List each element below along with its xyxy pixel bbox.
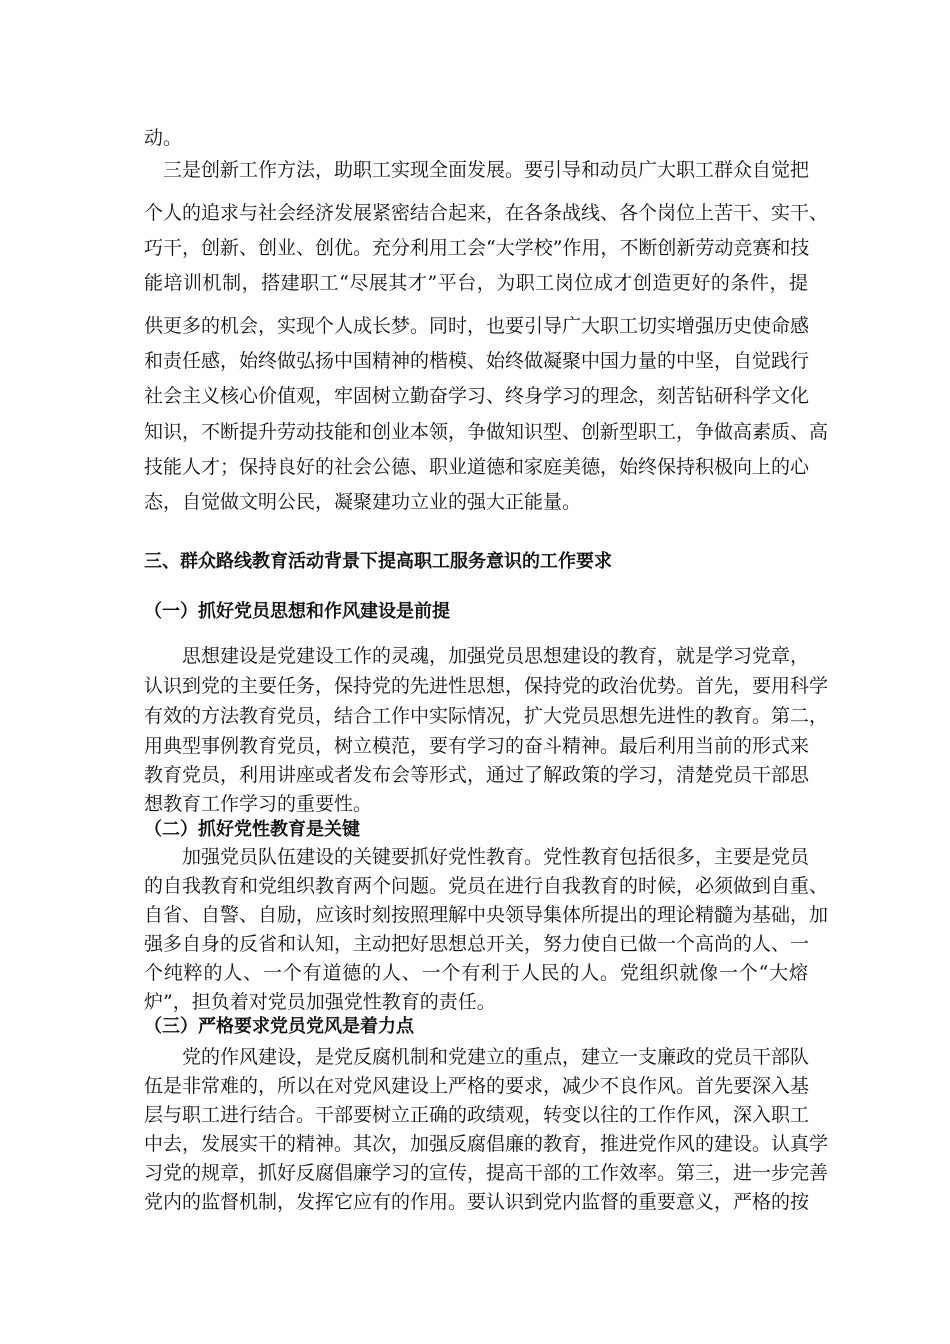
paragraph-line: 三是创新工作方法，助职工实现全面发展。要引导和动员广大职工群众自觉把 — [163, 159, 810, 181]
paragraph-line: 层与职工进行结合。干部要树立正确的政绩观，转变以往的工作作风，深入职工 — [144, 1104, 810, 1126]
paragraph-line: 认识到党的主要任务，保持党的先进性思想，保持党的政治优势。首先，要用科学 — [144, 675, 829, 697]
paragraph-line: 用典型事例教育党员，树立模范，要有学习的奋斗精神。最后利用当前的形式来 — [144, 735, 810, 757]
paragraph-line: 个纯粹的人、一个有道德的人、一个有利于人民的人。党组织就像一个“大熔 — [144, 962, 808, 984]
paragraph-line: 供更多的机会，实现个人成长梦。同时，也要引导广大职工切实增强历史使命感 — [144, 315, 810, 337]
paragraph-line: 教育党员，利用讲座或者发布会等形式，通过了解政策的学习，清楚党员干部思 — [144, 764, 810, 786]
paragraph-line: 和责任感，始终做弘扬中国精神的楷模、始终做凝聚中国力量的中坚，自觉践行 — [144, 350, 810, 372]
paragraph-line: 党内的监督机制，发挥它应有的作用。要认识到党内监督的重要意义，严格的按 — [144, 1191, 810, 1213]
paragraph-line: 中去，发展实干的精神。其次，加强反腐倡廉的教育，推进党作风的建设。认真学 — [144, 1133, 829, 1155]
paragraph-line: 党的作风建设，是党反腐机制和党建立的重点，建立一支廉政的党员干部队 — [182, 1046, 810, 1068]
paragraph-line: 习党的规章，抓好反腐倡廉学习的宣传，提高干部的工作效率。第三，进一步完善 — [144, 1162, 829, 1184]
paragraph-line: 技能人才；保持良好的社会公德、职业道德和家庭美德，始终保持积极向上的心 — [144, 456, 810, 478]
paragraph-line: 伍是非常难的，所以在对党风建设上严格的要求，减少不良作风。首先要深入基 — [144, 1075, 810, 1097]
subsection-heading: （一）抓好党员思想和作风建设是前提 — [144, 601, 450, 622]
paragraph-line: 动。 — [144, 127, 183, 149]
paragraph-line: 知识，不断提升劳动技能和创业本领，争做知识型、创新型职工，争做高素质、高 — [144, 421, 829, 443]
subsection-heading: （三）严格要求党员党风是着力点 — [144, 1016, 414, 1037]
paragraph-line: 社会主义核心价值观，牢固树立勤奋学习、终身学习的理念，刻苦钻研科学文化 — [144, 385, 810, 407]
paragraph-line: 加强党员队伍建设的关键要抓好党性教育。党性教育包括很多，主要是党员 — [182, 846, 810, 868]
paragraph-line: 强多自身的反省和认知，主动把好思想总开关，努力使自已做一个高尚的人、一 — [144, 933, 810, 955]
paragraph-line: 有效的方法教育党员，结合工作中实际情况，扩大党员思想先进性的教育。第二， — [144, 705, 829, 727]
paragraph-line: 想教育工作学习的重要性。 — [144, 793, 373, 815]
paragraph-line: 巧干，创新、创业、创优。充分利用工会“大学校”作用，不断创新劳动竞赛和技 — [144, 237, 810, 259]
paragraph-line: 炉”，担负着对党员加强党性教育的责任。 — [144, 991, 496, 1013]
paragraph-line: 思想建设是党建设工作的灵魂，加强党员思想建设的教育，就是学习党章， — [182, 645, 810, 667]
subsection-heading: （二）抓好党性教育是关键 — [144, 819, 360, 840]
paragraph-line: 态，自觉做文明公民，凝聚建功立业的强大正能量。 — [144, 491, 582, 513]
paragraph-line: 能培训机制，搭建职工“尽展其才”平台，为职工岗位成才创造更好的条件，提 — [144, 272, 808, 294]
paragraph-line: 的自我教育和党组织教育两个问题。党员在进行自我教育的时候，必须做到自重、 — [144, 875, 829, 897]
section-heading: 三、群众路线教育活动背景下提高职工服务意识的工作要求 — [144, 551, 612, 572]
paragraph-line: 自省、自警、自励，应该时刻按照理解中央领导集体所提出的理论精髓为基础，加 — [144, 904, 829, 926]
paragraph-line: 个人的追求与社会经济发展紧密结合起来，在各条战线、各个岗位上苦干、实干、 — [144, 202, 829, 224]
